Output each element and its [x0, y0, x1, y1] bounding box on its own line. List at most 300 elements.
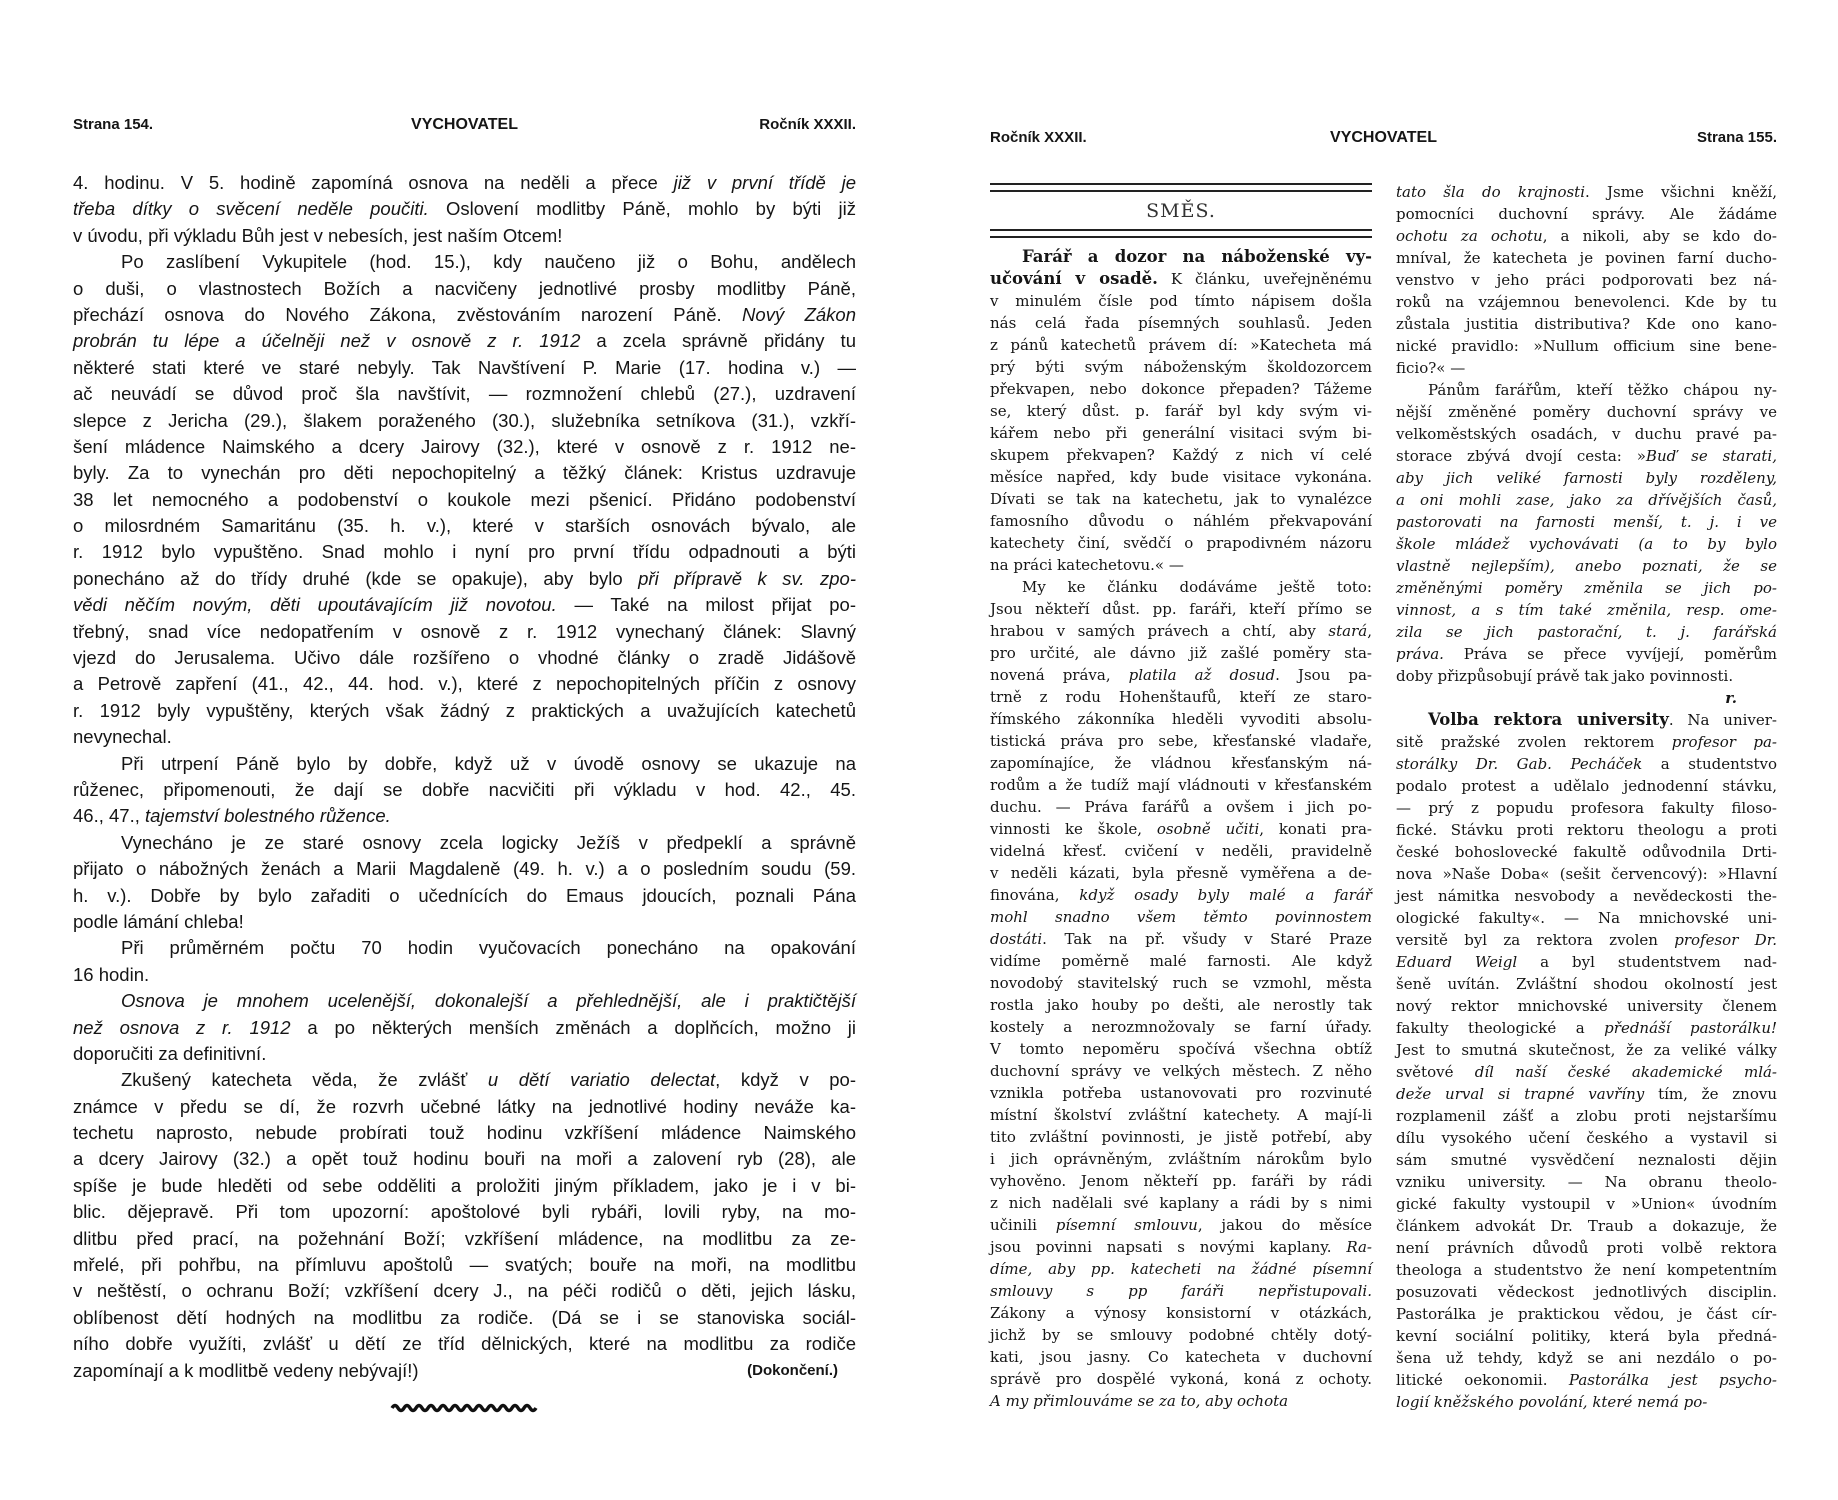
right-page-header [990, 128, 1777, 148]
text-segment: famosního důvodu o náhlém překvapování [990, 512, 1372, 530]
text-segment: i jich oprávněným, zvláštním nárokům bylo [990, 1150, 1372, 1168]
text-segment: tito zvláštní povinnosti, je jistě potřebí, aby [990, 1128, 1372, 1146]
text-segment: dílu vysokého učení českého a vystavil si [1396, 1129, 1777, 1147]
text-segment: nické pravidlo: »Nullum officium sine bene- [1396, 337, 1777, 355]
text-segment: vzniku university. — Na obranu theolo- [1396, 1173, 1777, 1191]
text-segment: nevynechal. [73, 726, 172, 748]
text-segment: novodobý stavitelský ruch se vzmohl, města [990, 974, 1372, 992]
text-segment: v neděli kázati, byla přesně vyměřena a de- [990, 864, 1372, 882]
italic-text: aby jich veliké farnosti byly rozděleny, [1396, 469, 1777, 487]
text-segment: fakulty theologické a [1396, 1019, 1605, 1037]
volume-label: Ročník XXXII. [990, 129, 1087, 146]
italic-text: vinnost, a s tím také změnila, resp. ome- [1396, 601, 1777, 619]
text-line [990, 1082, 1372, 1104]
bold-heading-text: učování v osadě. [990, 269, 1158, 288]
text-segment: Po zaslíbení Vykupitele (hod. 15.), kdy naučeno již o Bohu, andělech [121, 251, 856, 273]
text-line [73, 935, 856, 961]
text-segment: , když v po- [715, 1069, 857, 1091]
italic-text: stará [1328, 622, 1368, 640]
text-segment: nější změněné poměry duchovní správy ve [1396, 403, 1777, 421]
text-line [990, 532, 1372, 554]
text-segment: se, který důst. p. farář byl kdy svým vi- [990, 402, 1372, 420]
italic-text: smlouvy s pp faráři nepřistupovali. [990, 1282, 1372, 1300]
text-line [1396, 1061, 1777, 1083]
text-line [1396, 1017, 1777, 1039]
text-segment: podalo protest a udělalo jednodenní stávku, [1396, 777, 1777, 795]
text-segment: vidíme poměrně malé farnosti. Ale když [990, 952, 1372, 970]
text-segment: finována, [990, 886, 1080, 904]
text-segment: trně z rodu Hohenštaufů, kteří ze staro- [990, 688, 1372, 706]
text-line [1396, 1391, 1777, 1413]
text-line [73, 434, 856, 460]
text-segment: , [1367, 622, 1372, 640]
text-line [990, 796, 1372, 818]
text-line [1396, 709, 1777, 731]
italic-text: osobně učiti [1156, 820, 1260, 838]
text-line [73, 381, 856, 407]
italic-text: Osnova je mnohem ucelenější, dokonalejší a přehlednější, ale i praktičtější [121, 990, 856, 1012]
text-line [990, 906, 1372, 928]
text-segment: h. v.). Dobře by bylo zařaditi o učednících do Emaus jdoucích, poznali Pána [73, 884, 856, 906]
text-line [990, 620, 1372, 642]
page-number: Strana 154. [73, 116, 154, 133]
italic-text: při přípravě k sv. zpo- [638, 567, 856, 589]
author-signature: r. [1725, 689, 1737, 707]
text-segment: vznikla potřeba ustanovovati pro rozvinuté [990, 1084, 1372, 1102]
text-segment: není právních důvodů proti volbě rektora [1396, 1239, 1777, 1257]
italic-text: Nový Zákon [742, 303, 856, 325]
text-line [73, 1305, 856, 1331]
text-line [1396, 819, 1777, 841]
text-segment: zůstala justitia distributiva? Kde ono kano- [1396, 315, 1777, 333]
text-segment: o milosrdném Samaritánu (35. h. v.), které v starších osnovách bývalo, ale [73, 515, 856, 537]
italic-text: logií kněžského povolání, které nemá po- [1396, 1393, 1708, 1411]
text-line [990, 1368, 1372, 1390]
text-segment: a dcery Jairovy (32.) a opět touž hodinu bouři na moři a zalovení ryb (28), ale [73, 1148, 856, 1170]
text-line [990, 840, 1372, 862]
italic-text: tato šla do krajnosti [1396, 183, 1585, 201]
text-segment: techetu naprosto, nebude probírati touž hodinu vzkříšení mládence Naimského [73, 1122, 856, 1144]
text-line [990, 1214, 1372, 1236]
text-segment: české bohoslovecké fakultě odůvodnila Drti- [1396, 843, 1777, 861]
text-segment: v neštěstí, o ochranu Boží; vzkříšení dcery J., na péči rodičů o děti, jejich lásku, [73, 1280, 856, 1302]
text-line [990, 290, 1372, 312]
text-line [73, 962, 856, 988]
italic-text: díl naší české akademické mlá- [1474, 1063, 1777, 1081]
italic-text: ochotu za ochotu [1396, 227, 1543, 245]
text-line [1396, 1149, 1777, 1171]
text-line [990, 510, 1372, 532]
text-segment: 46., 47., [73, 805, 145, 827]
text-segment: blic. dějepravě. Při tom upozorní: apoštolové byli rybáři, lovili ryby, na mo- [73, 1201, 856, 1223]
text-line [990, 1170, 1372, 1192]
text-line [73, 1120, 856, 1146]
journal-title: VYCHOVATEL [1330, 129, 1437, 146]
text-segment: a studentstvo [1642, 755, 1777, 773]
text-line [73, 724, 856, 750]
text-segment: , konati pra- [1259, 820, 1372, 838]
text-line [1396, 731, 1777, 753]
italic-text: profesor pa- [1671, 733, 1777, 751]
text-segment: roků na vzájemnou benevolenci. Kde by tu [1396, 293, 1777, 311]
italic-text: Buď se starati, [1645, 447, 1777, 465]
text-segment: šení mládence Naimského a dcery Jairovy (32.), které v osnově z r. 1912 ne- [73, 435, 856, 457]
text-segment: doby přizpůsobují právě tak jako povinnosti. [1396, 667, 1734, 685]
text-line [73, 1199, 856, 1225]
text-line [1396, 1259, 1777, 1281]
text-segment: měsíce napřed, kdy bude visitace vykonána. [990, 468, 1372, 486]
italic-text: třeba dítky o svěcení neděle poučiti. [73, 198, 429, 220]
text-segment: a byl studentstvem nad- [1517, 953, 1777, 971]
text-line [990, 268, 1372, 290]
section-rule [990, 229, 1372, 231]
text-segment: šeně uvítán. Zvláštní shodou okolností jest [1396, 975, 1777, 993]
text-line [990, 1346, 1372, 1368]
text-line [1396, 357, 1777, 379]
text-segment: nový rektor mnichovské university členem [1396, 997, 1777, 1015]
text-segment: správě pro dospělé vykoná, koná z ochoty. [990, 1370, 1372, 1388]
text-segment: rozplamenil zášť a zlobu proti nejstaršímu [1396, 1107, 1777, 1125]
italic-text: dostáti [990, 930, 1043, 948]
text-segment: zapomínají a k modlitbě vedeny nebývají!) [73, 1359, 419, 1381]
text-segment: učinili [990, 1216, 1056, 1234]
text-line [990, 312, 1372, 334]
text-line [990, 576, 1372, 598]
text-segment: z nich nadělali své kaplany a rádi by s nimi [990, 1194, 1372, 1212]
text-segment: 4. hodinu. V 5. hodině zapomíná osnova na neděli a přece [73, 172, 674, 193]
text-line [73, 856, 856, 882]
text-line [73, 487, 856, 513]
text-segment: růženec, připomenouti, že dají se dobře nacvičiti při výkladu v hod. 42., 45. [73, 778, 856, 800]
text-line [990, 730, 1372, 752]
text-segment: mřelé, při pohřbu, na přímluvu apoštolů — svatých; bouře na moři, na modlitbu [73, 1254, 856, 1276]
text-line [1396, 1369, 1777, 1391]
italic-text: deže urval si trapné vavříny [1396, 1085, 1645, 1103]
text-line [73, 830, 856, 856]
page-number: Strana 155. [1696, 129, 1777, 146]
text-line [990, 1302, 1372, 1324]
text-line [1396, 1171, 1777, 1193]
italic-text: škole mládež vychovávati (a to by bylo [1396, 535, 1777, 553]
text-segment: pomocníci duchovní správy. Ale žádáme [1396, 205, 1777, 223]
text-segment: Zákony a výnosy konsistorní v otázkách, [990, 1304, 1372, 1322]
text-segment: hrabou v samých právech a chtí, aby [990, 622, 1329, 640]
italic-text: když osady byly malé a farář [1079, 886, 1372, 904]
text-line [1396, 247, 1777, 269]
text-line [990, 818, 1372, 840]
text-line [73, 566, 856, 592]
text-line [73, 883, 856, 909]
text-segment: , a nikoli, aby se kdo do- [1542, 227, 1777, 245]
text-segment: vjezd do Jerusalema. Učivo dále rozšířeno o vhodné články o zradě Jidášově [73, 647, 856, 669]
text-segment: zapomínajíce, že vládnou křesťanským ná- [990, 754, 1372, 772]
text-line [1396, 225, 1777, 247]
text-line [990, 444, 1372, 466]
italic-text: Pastorálka jest psycho- [1568, 1371, 1777, 1389]
text-segment: římského zákonníka hleděli vyvoditi absolu- [990, 710, 1372, 728]
text-line [990, 246, 1372, 268]
italic-text: než osnova z r. 1912 [73, 1016, 291, 1038]
text-segment: šena už tehdy, když se ani nezdálo o po- [1396, 1349, 1777, 1367]
right-page-column-2 [1396, 181, 1777, 1413]
text-segment: videlná křesť. cvičení v neděli, pravidelně [990, 842, 1372, 860]
text-line [1396, 797, 1777, 819]
left-page-header [73, 115, 856, 135]
text-segment: Zkušený katecheta věda, že zvlášť [121, 1069, 488, 1091]
text-line [990, 1126, 1372, 1148]
text-line [73, 1173, 856, 1199]
text-segment: kostely a nerozmnožovaly se farní úřady. [990, 1018, 1372, 1036]
text-line [1396, 907, 1777, 929]
text-line [73, 698, 856, 724]
text-line [990, 378, 1372, 400]
text-line [73, 1252, 856, 1278]
text-line [990, 400, 1372, 422]
text-segment: o duši, o vlastnostech Božích a nacvičeny jednotlivé prosby modlitby Páně, [73, 277, 856, 299]
paragraph [990, 246, 1372, 576]
text-line [1396, 973, 1777, 995]
text-line [990, 708, 1372, 730]
text-segment: My ke článku dodáváme ještě toto: [1022, 578, 1372, 596]
text-line [990, 752, 1372, 774]
paragraph [73, 170, 856, 249]
text-line [73, 1331, 856, 1357]
paragraph [73, 249, 856, 750]
text-segment: duchovní správy ve velkých městech. Z něho [990, 1062, 1372, 1080]
text-line [73, 408, 856, 434]
text-line [990, 884, 1372, 906]
text-segment: Pánům farářům, kteří těžko chápou ny- [1428, 381, 1777, 399]
text-line [1396, 841, 1777, 863]
text-segment: některé stati které ve staré nebyly. Tak Navštívení P. Marie (17. hodina v.) — [73, 356, 856, 378]
text-line [1396, 929, 1777, 951]
text-line [73, 276, 856, 302]
text-line [73, 909, 856, 935]
italic-text: probrán tu lépe a účelněji než v osnově z r. 1912 [73, 330, 581, 352]
paragraph [73, 751, 856, 830]
text-line [990, 598, 1372, 620]
italic-text: storálky Dr. Gab. Pecháček [1396, 755, 1643, 773]
text-segment: překvapen, nebo dokonce přepaden? Tážeme [990, 380, 1372, 398]
text-segment: ponecháno až do třídy druhé (kde se opakuje), aby bylo [73, 567, 639, 589]
text-segment: storace zbývá dvojí cesta: » [1396, 447, 1646, 465]
text-line [990, 972, 1372, 994]
section-title: SMĚS. [1146, 200, 1216, 222]
text-line [990, 994, 1372, 1016]
paragraph [990, 576, 1372, 1412]
text-line [1396, 1347, 1777, 1369]
text-segment: a zcela správně přidány tu [580, 330, 856, 352]
text-segment: nova »Naše Doba« (sešit červencový): »Hlavní [1396, 865, 1777, 883]
paragraph [73, 935, 856, 988]
volume-label: Ročník XXXII. [759, 116, 856, 133]
italic-text: pastorovati na farnosti menší, t. j. i ve [1396, 513, 1777, 531]
text-segment: sám smutné vysvědčení neznalosti dějin [1396, 1151, 1777, 1169]
text-segment: místní školství zvláštní katechety. A mají-li [990, 1106, 1372, 1124]
text-line [1396, 577, 1777, 599]
text-line [1396, 951, 1777, 973]
italic-text: Eduard Weigl [1396, 953, 1518, 971]
text-line [1396, 467, 1777, 489]
text-line [73, 803, 856, 829]
text-segment: z pánů katechetů právem dí: »Katecheta má [990, 336, 1372, 354]
text-segment: kati, jsou jasny. Co katecheta v duchovní [990, 1348, 1372, 1366]
text-segment: známce v předu se dí, že rozvrh učebné látky na jednotlivé hodiny neváže ka- [73, 1095, 856, 1117]
section-rule [990, 236, 1372, 238]
text-line [1396, 445, 1777, 467]
text-segment: versitě byl za rektora zvolen [1396, 931, 1675, 949]
text-line [990, 1038, 1372, 1060]
text-line [1396, 203, 1777, 225]
text-line [990, 1258, 1372, 1280]
bold-heading-text: Volba rektora university [1428, 710, 1669, 729]
text-segment: na práci katechetovu.« — [990, 556, 1184, 574]
text-line [1396, 1193, 1777, 1215]
text-segment: dlitbu před prací, na požehnání Boží; vzkříšení mládence, na modlitbu za ze- [73, 1227, 856, 1249]
text-line [990, 466, 1372, 488]
text-line [1396, 753, 1777, 775]
text-line [73, 355, 856, 381]
bold-heading-text: Farář a dozor na náboženské vy- [1022, 247, 1372, 266]
italic-text: přednáší pastorálku! [1604, 1019, 1778, 1037]
text-line [990, 1280, 1372, 1302]
text-segment: V tomto nepoměru spočívá všechna obtíž [990, 1040, 1372, 1058]
paragraph [1396, 379, 1777, 687]
text-line [1396, 599, 1777, 621]
italic-text: vědi něčím novým, děti upoutávajícím již novotou. [73, 594, 557, 616]
text-line [990, 356, 1372, 378]
text-line [73, 1278, 856, 1304]
text-line [73, 1041, 856, 1067]
text-line [1396, 643, 1777, 665]
text-line [1396, 863, 1777, 885]
text-segment: litické oekonomii. [1396, 1371, 1569, 1389]
text-line [1396, 621, 1777, 643]
italic-text: A my přimlouváme se za to, aby ochota [990, 1392, 1289, 1410]
text-segment: sitě pražské zvolen rektorem [1396, 733, 1672, 751]
text-line [1396, 1083, 1777, 1105]
text-line [73, 777, 856, 803]
text-segment: rostla jako houby po dešti, ale nerostly tak [990, 996, 1372, 1014]
text-line [1396, 511, 1777, 533]
text-line [1396, 1127, 1777, 1149]
text-line [73, 1146, 856, 1172]
text-segment: r. 1912 bylo vypuštěno. Snad mohlo i nyní pro první třídu odpadnouti a býti [73, 541, 856, 563]
text-segment: vyhověno. Jenom někteří pp. faráři by rádi [990, 1172, 1372, 1190]
text-line [990, 1104, 1372, 1126]
text-segment: slepce z Jericha (29.), šlakem poraženého (30.), služebníka setníkova (31.), vzkří- [73, 409, 856, 431]
text-line [73, 460, 856, 486]
text-line [990, 1192, 1372, 1214]
text-segment: prý býti svým náboženským školdozorcem [990, 358, 1372, 376]
text-segment: v minulém čísle pod tímto nápisem došla [990, 292, 1372, 310]
text-segment: doporučiti za definitivní. [73, 1042, 267, 1064]
text-segment: 38 let nemocného a podobenství o koukole mezi pšenicí. Přidáno podobenství [73, 488, 856, 510]
text-line [1396, 1039, 1777, 1061]
paragraph [73, 1067, 856, 1384]
text-line [73, 671, 856, 697]
text-line [73, 1094, 856, 1120]
text-line [1396, 1105, 1777, 1127]
text-segment: Pastorálka je praktickou vědou, je část cír- [1396, 1305, 1777, 1323]
text-segment: přijato o nábožných ženách a Marii Magdaleně (49. h. v.) a o posledním soudu (59. [73, 858, 856, 880]
text-line [990, 664, 1372, 686]
text-segment: skupem překvapen? Každý z nich ví celé [990, 446, 1372, 464]
italic-text: práva. [1396, 645, 1444, 663]
text-segment: kářem nebo při generální visitaci svým bi- [990, 424, 1372, 442]
text-line [1396, 885, 1777, 907]
text-line [990, 1236, 1372, 1258]
text-line [73, 751, 856, 777]
text-line [990, 928, 1372, 950]
text-line [990, 950, 1372, 972]
text-segment: oblíbenost dětí hodných na modlitbu za rodiče. (Dá se i se stanoviska sociál- [73, 1306, 856, 1328]
text-segment: gické fakulty vystoupil v »Union« úvodním [1396, 1195, 1777, 1213]
text-segment: Při utrpení Páně bylo by dobře, když už v úvodě osnovy se ukazuje na [121, 752, 856, 774]
text-segment: kevní sociální politiky, která byla předná- [1396, 1327, 1777, 1345]
text-line [990, 862, 1372, 884]
text-segment: ologické fakulty«. — Na mnichovské uni- [1396, 909, 1777, 927]
text-line [73, 223, 856, 249]
text-line [1396, 1303, 1777, 1325]
text-line [73, 592, 856, 618]
text-line [990, 1016, 1372, 1038]
italic-text: platila až dosud [1128, 666, 1276, 684]
text-segment: mníval, že katecheta je povinen farní ducho- [1396, 249, 1777, 267]
section-rule [990, 183, 1372, 185]
text-segment: duchu. — Práva farářů a ovšem i jich po- [990, 798, 1372, 816]
text-segment: přechází osnova do Nového Zákona, zvěstováním narození Páně. [73, 303, 743, 325]
text-segment: v úvodu, při výkladu Bůh jest v nebesích, jest naším Otcem! [73, 224, 563, 246]
text-line [1396, 533, 1777, 555]
text-segment: — Také na milost přijat po- [556, 594, 857, 616]
text-segment: . Na univer- [1668, 711, 1777, 729]
italic-text: vlastně nejlepším), anebo poznati, že se [1396, 557, 1777, 575]
text-line [73, 1067, 856, 1093]
text-segment: Dívati se tak na katechetu, jak to vynalézce [990, 490, 1372, 508]
text-line [990, 1390, 1372, 1412]
text-segment: rodům a že tudíž mají vládnouti v křesťanském [990, 776, 1372, 794]
text-segment: ního dobře využíti, zvlášť u dětí ze tříd dělnických, které na modlitbu za rodiče [73, 1333, 856, 1355]
italic-text: již v první třídě je [673, 172, 857, 193]
text-segment: r. 1912 byly vypuštěny, kterých však žádný z praktických a uvažujících katechetů [73, 699, 856, 721]
left-page-body [73, 170, 856, 1384]
text-line [73, 249, 856, 275]
text-segment: katechety činí, svědčí o prapodivném názoru [990, 534, 1372, 552]
text-line [990, 422, 1372, 444]
text-line [73, 619, 856, 645]
text-line [73, 988, 856, 1014]
text-line [73, 1358, 856, 1384]
text-segment: — prý z popudu profesora fakulty filoso- [1396, 799, 1777, 817]
italic-text: změněnými poměry změnila se jich po- [1396, 579, 1777, 597]
text-segment: byly. Za to vynechán pro děti nepochopitelný a těžký článek: Kristus uzdravuje [73, 462, 856, 484]
text-segment: podle lámání chleba! [73, 910, 244, 932]
text-line [990, 1324, 1372, 1346]
italic-text: díme, aby pp. katecheti na žádné písemní [990, 1260, 1372, 1278]
text-line [73, 513, 856, 539]
text-line [1396, 555, 1777, 577]
text-segment: fické. Stávku proti rektoru theologu a proti [1396, 821, 1777, 839]
section-rule [990, 190, 1372, 192]
text-line [1396, 313, 1777, 335]
right-page-column-1 [990, 246, 1372, 1412]
text-segment: . Jsou pa- [1275, 666, 1372, 684]
text-segment: jsou povinni napsati s novými kaplany. [990, 1238, 1347, 1256]
text-line [1396, 1215, 1777, 1237]
text-line [1396, 335, 1777, 357]
text-segment: Oslovení modlitby Páně, mohlo by býti již [428, 198, 856, 220]
